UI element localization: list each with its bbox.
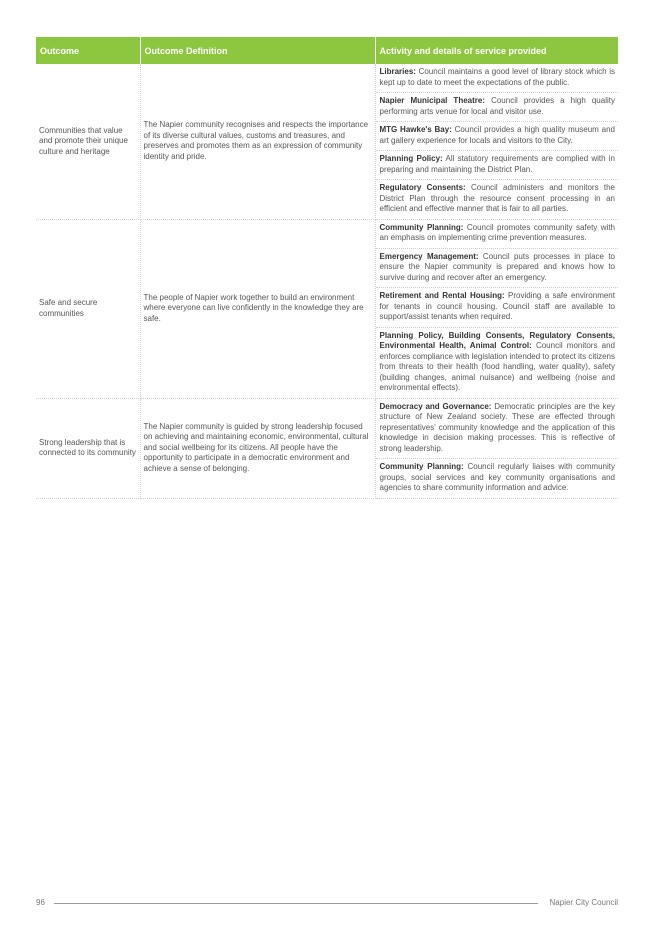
activity-title: Community Planning: xyxy=(379,222,464,232)
page-footer xyxy=(36,898,618,910)
header-outcome: Outcome xyxy=(36,37,140,64)
table-header-row xyxy=(36,37,618,64)
page-number: 96 xyxy=(36,898,45,907)
table-row xyxy=(36,64,618,219)
activity-text: Council administers and monitors the District Plan through the resource consent processing in an efficient and effective manner that is fair to all parties. xyxy=(379,183,615,213)
activity-text: Council puts processes in place to ensure the Napier community is prepared and knows how to survive during and recover after an emergency. xyxy=(379,251,615,282)
activity-title: Napier Municipal Theatre: xyxy=(379,96,485,105)
activity-item xyxy=(376,249,619,289)
activities-cell xyxy=(375,219,618,398)
header-outcome-definition: Outcome Definition xyxy=(140,37,375,64)
activity-item xyxy=(376,328,619,398)
activity-title: Community Planning: xyxy=(379,462,464,471)
outcome-cell: Communities that value and promote their unique culture and heritage xyxy=(36,64,140,219)
definition-cell: The Napier community recognises and respects the importance of its diverse cultural values, customs and treasures, and preserves and promotes them as an expression of community identity and pride. xyxy=(140,64,375,219)
activity-title: Planning Policy, Building Consents, Regulatory Consents, Environmental Health, Animal Control: xyxy=(379,330,615,350)
activity-text: Council provides a high quality performing arts venue for local and visitor use. xyxy=(379,96,615,116)
activity-text: Council monitors and enforces compliance with legislation intended to protect its citizens from threats to their health (food handling, water quality), safety (building changes, animal nuisance) and wellbeing (noise and environmental effects). xyxy=(379,341,615,392)
activity-text: All statutory requirements are complied with in preparing and maintaining the District Plan. xyxy=(379,154,616,174)
activity-title: MTG Hawke's Bay: xyxy=(379,125,452,134)
activity-text: Democratic principles are the key structure of New Zealand society. These are effected through representatives' community knowledge and the application of this knowledge in decision making processes. This is reflective of strong leadership. xyxy=(379,401,615,453)
activity-title: Retirement and Rental Housing: xyxy=(379,291,505,300)
activity-item xyxy=(376,93,619,122)
footer-divider xyxy=(54,903,538,904)
activity-item xyxy=(376,399,619,460)
outcome-cell: Safe and secure communities xyxy=(36,219,140,398)
activity-text: Council maintains a good level of library stock which is kept up to date to meet the expectations of the public. xyxy=(379,67,615,87)
activity-text: Council provides a high quality museum and art gallery experience for locals and visitors to the City. xyxy=(379,125,615,145)
outcomes-table-container xyxy=(36,37,618,499)
activity-text: Council promotes community safety with an emphasis on implementing crime prevention measures. xyxy=(379,222,615,242)
activity-item xyxy=(376,180,619,219)
definition-cell: The Napier community is guided by strong leadership focused on achieving and maintaining economic, environmental, cultural and social wellbeing for its citizens. All people have the opportunity to participate in a democratic environment and achieve a sense of belonging. xyxy=(140,398,375,498)
outcomes-table xyxy=(36,37,618,499)
activity-title: Libraries: xyxy=(379,67,416,76)
activity-title: Regulatory Consents: xyxy=(379,183,466,192)
table-row xyxy=(36,219,618,398)
outcome-cell: Strong leadership that is connected to its community xyxy=(36,398,140,498)
activity-item xyxy=(376,288,619,328)
activities-cell xyxy=(375,398,618,498)
table-row xyxy=(36,398,618,498)
activities-cell xyxy=(375,64,618,219)
activity-text: Providing a safe environment for tenants in council housing. Council staff are available to support/assist tenants when required. xyxy=(379,291,615,321)
activity-item xyxy=(376,459,619,498)
activity-title: Planning Policy: xyxy=(379,154,443,163)
definition-cell: The people of Napier work together to build an environment where everyone can live confidently in the knowledge they are safe. xyxy=(140,219,375,398)
organisation-name: Napier City Council xyxy=(549,898,618,907)
activity-title: Democracy and Governance: xyxy=(379,401,492,411)
activity-item xyxy=(376,220,619,249)
activity-item xyxy=(376,64,619,93)
activity-item xyxy=(376,122,619,151)
activity-title: Emergency Management: xyxy=(379,251,479,261)
activity-text: Council regularly liaises with community groups, social services and key community organisations and agencies to share community information and advice. xyxy=(379,462,615,492)
header-activity-details: Activity and details of service provided xyxy=(375,37,618,64)
activity-item xyxy=(376,151,619,180)
